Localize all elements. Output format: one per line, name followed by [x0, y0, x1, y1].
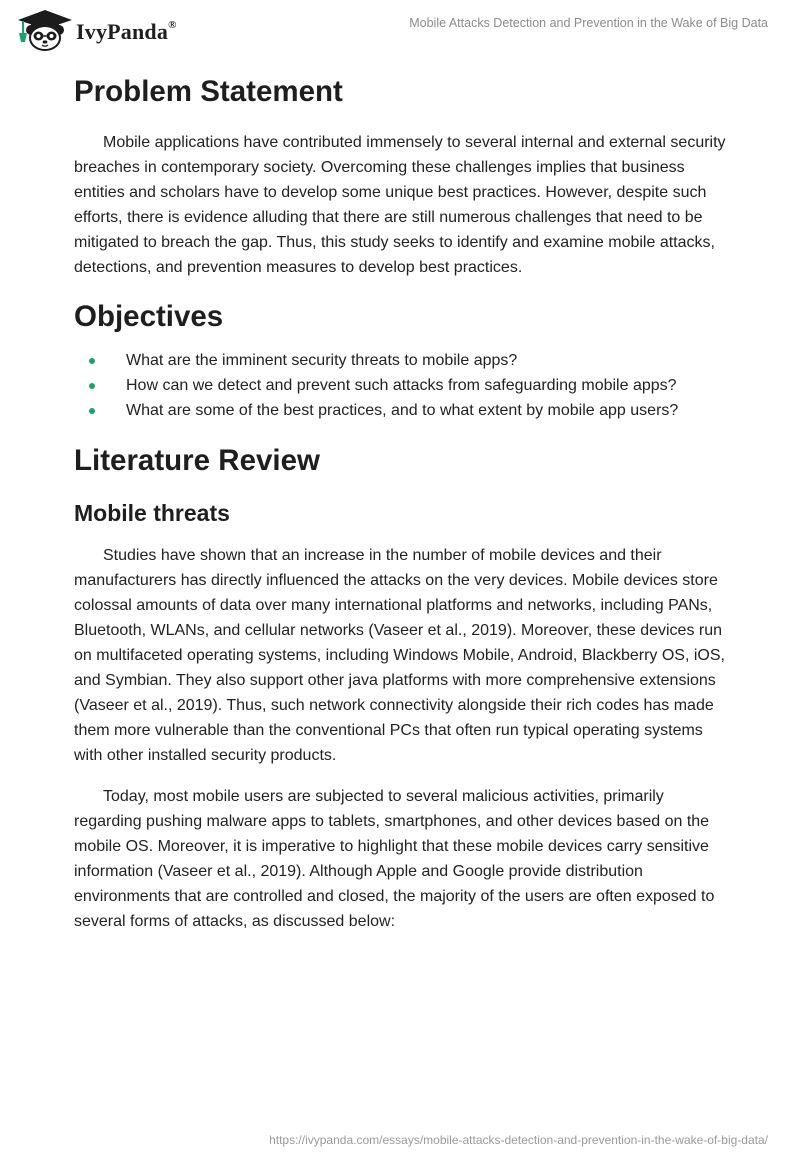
ivypanda-logo[interactable] — [16, 9, 177, 51]
essay-content — [74, 70, 734, 934]
mobile-threats-paragraph-1: Studies have shown that an increase in the number of mobile devices and their manufacturers has directly influenced the attacks on the very devices. Mobile devices store colossal amounts of data over many international platforms and networks, including PANs, Bluetooth, WLANs, and cellular networks (Vaseer et al., 2019). Moreover, these devices run on multifaceted operating systems, including Windows Mobile, Android, Blackberry OS, iOS, and Symbian. They also support other java platforms with more comprehensive extensions (Vaseer et al., 2019). Thus, such network connectivity alongside their rich codes has made them more vulnerable than the conventional PCs that often run typical operating systems with other installed security products. — [74, 546, 725, 764]
bullet-icon — [89, 383, 95, 389]
running-title: Mobile Attacks Detection and Prevention in the Wake of Big Data — [409, 16, 768, 30]
list-item: What are some of the best practices, and to what extent by mobile app users? — [74, 398, 734, 423]
mobile-threats-heading: Mobile threats — [74, 500, 230, 527]
objectives-list — [74, 348, 734, 423]
registered-mark: ® — [168, 18, 177, 31]
page-header — [0, 0, 800, 60]
problem-statement-paragraph: Mobile applications have contributed immensely to several internal and external security breaches in contemporary society. Overcoming these challenges implies that business entities and scholars have to develop some unique best practices. However, despite such efforts, there is evidence alluding that there are still numerous challenges that need to be mitigated to breach the gap. Thus, this study seeks to identify and examine mobile attacks, detections, and prevention measures to develop best practices. — [74, 134, 726, 277]
literature-review-heading: Literature Review — [74, 443, 320, 477]
mobile-threats-paragraph-2: Today, most mobile users are subjected to several malicious activities, primarily regarding pushing malware apps to tablets, smartphones, and other devices based on the mobile OS. Moreover, it is imperative to highlight that these mobile devices carry sensitive information (Vaseer et al., 2019). Although Apple and Google provide distribution environments that are controlled and closed, the majority of the users are often exposed to several forms of attacks, as discussed below: — [74, 787, 715, 930]
list-item: What are the imminent security threats to mobile apps? — [74, 348, 734, 373]
objectives-heading: Objectives — [74, 300, 224, 334]
bullet-icon — [89, 358, 95, 364]
panda-graduate-icon — [16, 9, 74, 51]
source-url[interactable]: https://ivypanda.com/essays/mobile-attacks-detection-and-prevention-in-the-wake-of-big-data/ — [269, 1133, 768, 1147]
list-item: How can we detect and prevent such attacks from safeguarding mobile apps? — [74, 373, 734, 398]
bullet-icon — [89, 408, 95, 414]
problem-statement-heading: Problem Statement — [74, 75, 343, 108]
brand-name: IvyPanda® — [76, 18, 177, 44]
